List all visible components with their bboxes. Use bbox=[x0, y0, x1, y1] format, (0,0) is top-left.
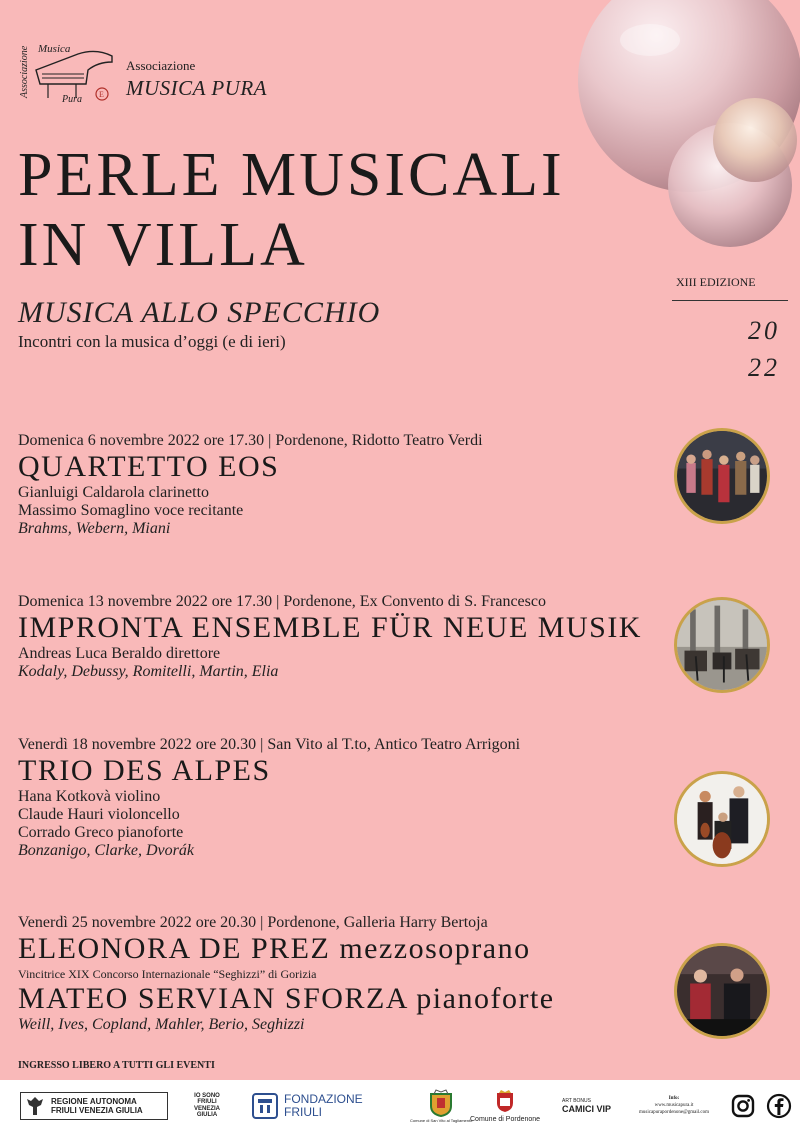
event-date: Domenica 6 novembre 2022 ore 17.30 | Pordenone, Ridotto Teatro Verdi bbox=[18, 432, 483, 449]
facebook-icon[interactable] bbox=[766, 1093, 792, 1119]
association-label: Associazione bbox=[126, 58, 196, 73]
subtitle: MUSICA ALLO SPECCHIO bbox=[18, 296, 381, 329]
small-pearl bbox=[713, 98, 797, 182]
tagline: Incontri con la musica d’oggi (e di ieri) bbox=[18, 332, 286, 351]
regione-fvg-logo bbox=[20, 1092, 168, 1120]
event-program: Kodaly, Debussy, Romitelli, Martin, Elia bbox=[18, 663, 279, 680]
event-3 bbox=[18, 736, 520, 860]
info-website[interactable]: www.musicapura.it bbox=[654, 1103, 694, 1108]
event-artist: Massimo Somaglino voce recitante bbox=[18, 502, 244, 519]
event-artist: Corrado Greco pianoforte bbox=[18, 824, 184, 841]
comune-pordenone-text: Comune di Pordenone bbox=[470, 1115, 541, 1123]
event-4 bbox=[18, 914, 555, 1034]
info-email[interactable]: musicapurapordenone@gmail.com bbox=[639, 1110, 709, 1115]
io-sono-fvg-logo: IO SONO FRIULI VENEZIA GIULIA bbox=[194, 1092, 221, 1118]
association-logo bbox=[18, 40, 116, 106]
year-second-half: 22 bbox=[748, 353, 780, 382]
event-performer: QUARTETTO EOS bbox=[18, 450, 280, 483]
sponsor-footer bbox=[0, 1080, 800, 1131]
event-performer-2: MATEO SERVIAN SFORZA pianoforte bbox=[18, 982, 555, 1015]
event-performer: ELEONORA DE PREZ mezzosoprano bbox=[18, 932, 531, 965]
svg-text:Musica: Musica bbox=[38, 43, 71, 55]
fondazione-icon bbox=[252, 1093, 278, 1119]
comune-san-vito-logo bbox=[410, 1080, 472, 1131]
info-title: Info: bbox=[668, 1096, 680, 1101]
event-program: Brahms, Webern, Miani bbox=[18, 520, 171, 537]
event-artist: Claude Hauri violoncello bbox=[18, 806, 180, 823]
event-artist: Hana Kotkovà violino bbox=[18, 788, 161, 805]
year-first-half: 20 bbox=[748, 316, 780, 345]
edition-divider bbox=[672, 300, 788, 301]
event-1 bbox=[18, 432, 483, 538]
event-date: Venerdì 25 novembre 2022 ore 20.30 | Pordenone, Galleria Harry Bertoja bbox=[18, 914, 488, 931]
event-program: Bonzanigo, Clarke, Dvorák bbox=[18, 842, 194, 859]
fondazione-friuli-logo bbox=[252, 1080, 363, 1131]
svg-text:E: E bbox=[99, 90, 104, 99]
event-date: Venerdì 18 novembre 2022 ore 20.30 | San Vito al T.to, Antico Teatro Arrigoni bbox=[18, 736, 521, 753]
event-award-note: Vincitrice XIX Concorso Internazionale “Seghizzi” di Gorizia bbox=[18, 967, 317, 981]
poster-title bbox=[18, 140, 565, 280]
comune-pordenone-logo bbox=[470, 1080, 540, 1131]
eagle-icon bbox=[25, 1095, 45, 1117]
association-heading bbox=[126, 58, 267, 101]
event-artist: Gianluigi Caldarola clarinetto bbox=[18, 484, 210, 501]
artbonus-sponsor-logo bbox=[562, 1080, 611, 1131]
event-1-photo bbox=[674, 428, 770, 524]
camici-vip-name: CAMICI VIP bbox=[562, 1103, 612, 1114]
regione-text: REGIONE AUTONOMA FRIULI VENEZIA GIULIA bbox=[51, 1097, 143, 1115]
title-line-1: PERLE MUSICALI bbox=[18, 141, 565, 209]
instagram-icon[interactable] bbox=[730, 1093, 756, 1119]
free-entry-note: INGRESSO LIBERO A TUTTI GLI EVENTI bbox=[18, 1060, 215, 1071]
edition-label: XIII EDIZIONE bbox=[676, 275, 756, 289]
artbonus-label: ART BONUS bbox=[562, 1097, 591, 1104]
pordenone-crest-icon bbox=[495, 1089, 515, 1113]
event-performer: TRIO DES ALPES bbox=[18, 754, 271, 787]
event-4-photo bbox=[674, 943, 770, 1039]
event-2 bbox=[18, 593, 642, 681]
crest-icon bbox=[428, 1088, 454, 1118]
fondazione-text: FONDAZIONE FRIULI bbox=[284, 1091, 363, 1119]
event-artist: Andreas Luca Beraldo direttore bbox=[18, 645, 221, 662]
svg-text:Associazione: Associazione bbox=[19, 45, 30, 98]
title-line-2: IN VILLA bbox=[18, 211, 308, 279]
association-name: MUSICA PURA bbox=[126, 76, 268, 100]
event-performer: IMPRONTA ENSEMBLE FÜR NEUE MUSIK bbox=[18, 611, 642, 644]
event-date: Domenica 13 novembre 2022 ore 17.30 | Pordenone, Ex Convento di S. Francesco bbox=[18, 593, 546, 610]
svg-text:Pura: Pura bbox=[62, 94, 82, 105]
info-contacts bbox=[628, 1080, 720, 1131]
event-3-photo bbox=[674, 771, 770, 867]
pearls-decoration bbox=[570, 0, 800, 260]
event-program: Weill, Ives, Copland, Mahler, Berio, Seghizzi bbox=[18, 1016, 305, 1033]
event-2-photo bbox=[674, 597, 770, 693]
comune-san-vito-text: Comune di San Vito al Tagliamento bbox=[410, 1118, 473, 1123]
